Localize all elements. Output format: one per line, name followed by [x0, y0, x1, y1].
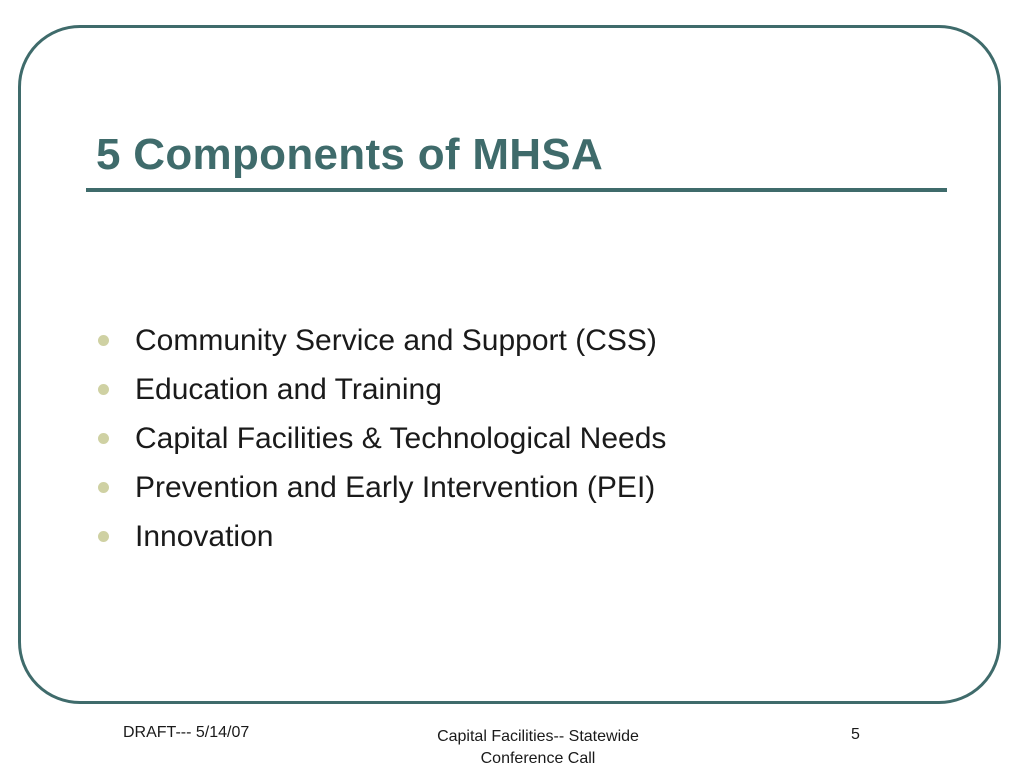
list-item [96, 463, 666, 512]
bullet-list [96, 316, 666, 561]
bullet-text: Prevention and Early Intervention (PEI) [135, 470, 656, 504]
page-number: 5 [851, 726, 860, 743]
footer-presentation-title [388, 726, 688, 768]
slide-title: 5 Components of MHSA [96, 130, 604, 179]
footer-title-line-1: Capital Facilities-- Statewide [437, 728, 639, 745]
bullet-dot-icon [98, 433, 109, 444]
bullet-dot-icon [98, 482, 109, 493]
footer-draft-date: DRAFT--- 5/14/07 [123, 724, 250, 741]
list-item [96, 414, 666, 463]
bullet-dot-icon [98, 531, 109, 542]
bullet-dot-icon [98, 384, 109, 395]
list-item [96, 365, 666, 414]
list-item [96, 316, 666, 365]
bullet-dot-icon [98, 335, 109, 346]
bullet-text: Capital Facilities & Technological Needs [135, 421, 667, 455]
footer-title-line-2: Conference Call [480, 750, 596, 767]
bullet-text: Education and Training [135, 372, 442, 406]
bullet-text: Community Service and Support (CSS) [135, 323, 657, 357]
bullet-text: Innovation [135, 519, 274, 553]
title-underline [86, 188, 947, 192]
list-item [96, 512, 666, 561]
